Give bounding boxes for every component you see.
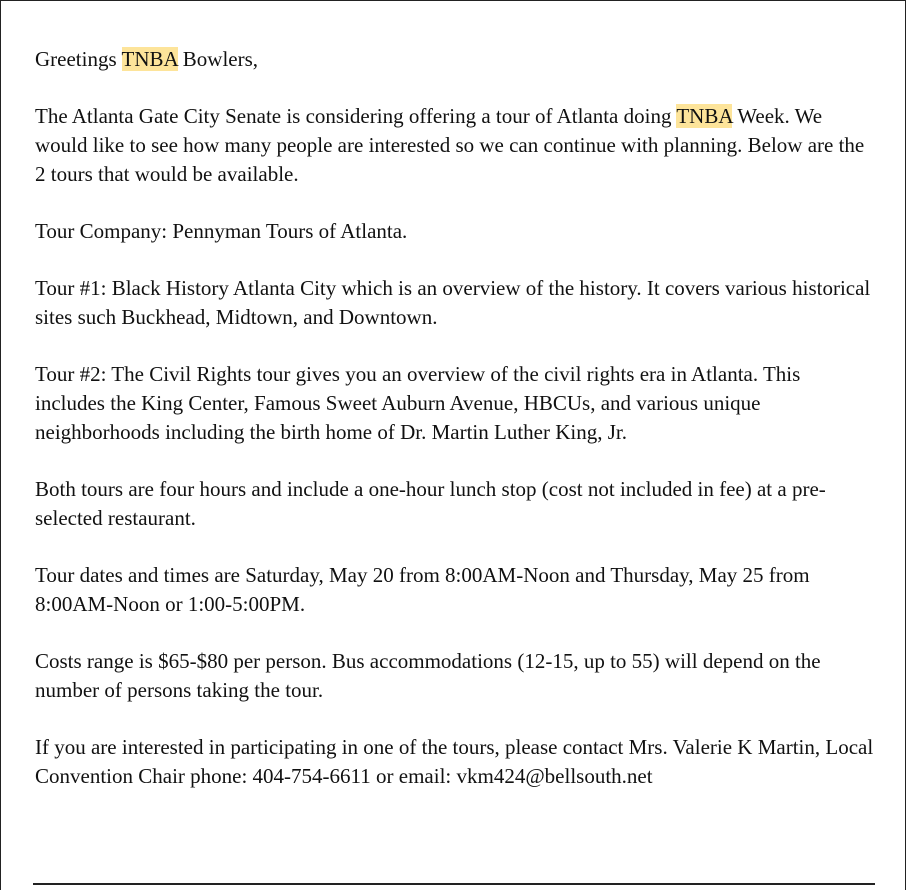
search-highlight-tnba: TNBA (676, 104, 733, 128)
duration-paragraph: Both tours are four hours and include a one-hour lunch stop (cost not included in fee) at a pre-selected restaurant. (35, 477, 826, 530)
greeting-suffix: Bowlers, (177, 47, 259, 71)
contact-text: If you are interested in participating in one of the tours, please contact Mrs. Valerie K Martin, Local Convention Chair phone: 404-754-6611 or email: (35, 735, 874, 788)
greeting-prefix: Greetings (35, 47, 122, 71)
horizontal-rule (33, 883, 875, 885)
intro-text-part2: Week. We would like to see how many people are interested so we can continue with planning. Below are the 2 tours that would be available. (35, 104, 865, 186)
costs-paragraph: Costs range is $65-$80 per person. Bus accommodations (12-15, up to 55) will depend on the number of persons taking the tour. (35, 649, 821, 702)
tour2-paragraph: Tour #2: The Civil Rights tour gives you an overview of the civil rights era in Atlanta. This includes the King Center, Famous Sweet Auburn Avenue, HBCUs, and various unique neighborhoods including the birth home of Dr. Martin Luther King, Jr. (35, 362, 801, 444)
intro-text-part1: The Atlanta Gate City Senate is considering offering a tour of Atlanta doing (35, 104, 677, 128)
dates-paragraph: Tour dates and times are Saturday, May 20 from 8:00AM-Noon and Thursday, May 25 from 8:00AM-Noon or 1:00-5:00PM. (35, 563, 810, 616)
greeting-paragraph (35, 45, 875, 74)
contact-paragraph (35, 733, 875, 791)
tour-company-paragraph: Tour Company: Pennyman Tours of Atlanta. (35, 219, 408, 243)
contact-email-link[interactable]: vkm424@bellsouth.net (456, 764, 653, 788)
intro-paragraph (35, 102, 875, 189)
email-body (35, 45, 875, 819)
search-highlight-tnba: TNBA (121, 47, 178, 71)
tour1-paragraph: Tour #1: Black History Atlanta City which is an overview of the history. It covers various historical sites such Buckhead, Midtown, and Downtown. (35, 276, 871, 329)
